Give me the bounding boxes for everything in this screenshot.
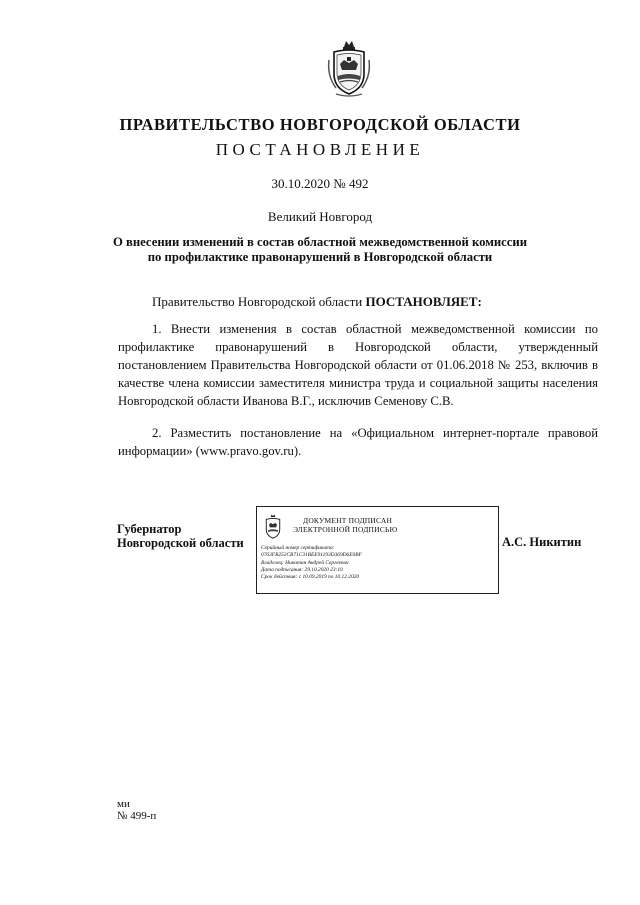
stamp-title-line-2: ЭЛЕКТРОННОЙ ПОДПИСЬЮ	[293, 525, 398, 534]
stamp-title	[293, 516, 493, 534]
intro-text: Правительство Новгородской области	[152, 294, 366, 309]
certificate-owner: Владелец: Никитин Андрей Сергеевич	[261, 559, 349, 566]
city-name: Великий Новгород	[267, 209, 373, 224]
signing-date: Дата подписания: 29.10.2020 23:10	[261, 566, 343, 573]
signer-position	[117, 522, 244, 550]
position-line-1: Губернатор	[117, 522, 182, 536]
resolution-intro	[152, 294, 482, 310]
date-and-number: 30.10.2020 № 492	[271, 176, 369, 191]
validity-period: Срок действия: с 10.09.2019 по 10.12.2020	[261, 574, 360, 581]
coat-of-arms-icon	[262, 513, 284, 540]
position-line-2: Новгородской области	[117, 536, 244, 550]
certificate-number: 0763FB252CB71C31BEE91193D369D6E0BF	[261, 552, 362, 559]
document-footer	[117, 798, 156, 822]
document-type: ПОСТАНОВЛЕНИЕ	[215, 140, 425, 159]
paragraph-2: 2. Разместить постановление на «Официальном интернет-портале правовой информации» (www.pravo.gov.ru).	[118, 426, 598, 458]
certificate-label: Серийный номер сертификата:	[261, 545, 335, 551]
executor-initials: ми	[117, 798, 130, 810]
subject-line-1: О внесении изменений в состав областной межведомственной комиссии	[112, 235, 528, 249]
subject-line-2: по профилактике правонарушений в Новгородской области	[147, 250, 493, 264]
government-title: ПРАВИТЕЛЬСТВО НОВГОРОДСКОЙ ОБЛАСТИ	[119, 115, 521, 134]
footer-number: № 499-п	[117, 810, 157, 822]
electronic-signature-stamp	[256, 506, 499, 594]
coat-of-arms-icon	[326, 38, 372, 98]
intro-bold: ПОСТАНОВЛЯЕТ:	[365, 294, 482, 309]
document-subject	[0, 235, 640, 265]
signer-name: А.С. Никитин	[502, 535, 582, 549]
stamp-details	[261, 545, 497, 581]
paragraph-1: 1. Внести изменения в состав областной межведомственной комиссии по профилактике правонарушений в Новгородской области, утвержденный постановлением Правительства Новгородской области от 01.06.2018 № 253, включив в качестве члена комиссии заместителя министра труда и социальной защиты населения Новгородской области Иванова В.Г., исключив Семенову С.В.	[118, 322, 598, 408]
stamp-title-line-1: ДОКУМЕНТ ПОДПИСАН	[303, 516, 393, 525]
